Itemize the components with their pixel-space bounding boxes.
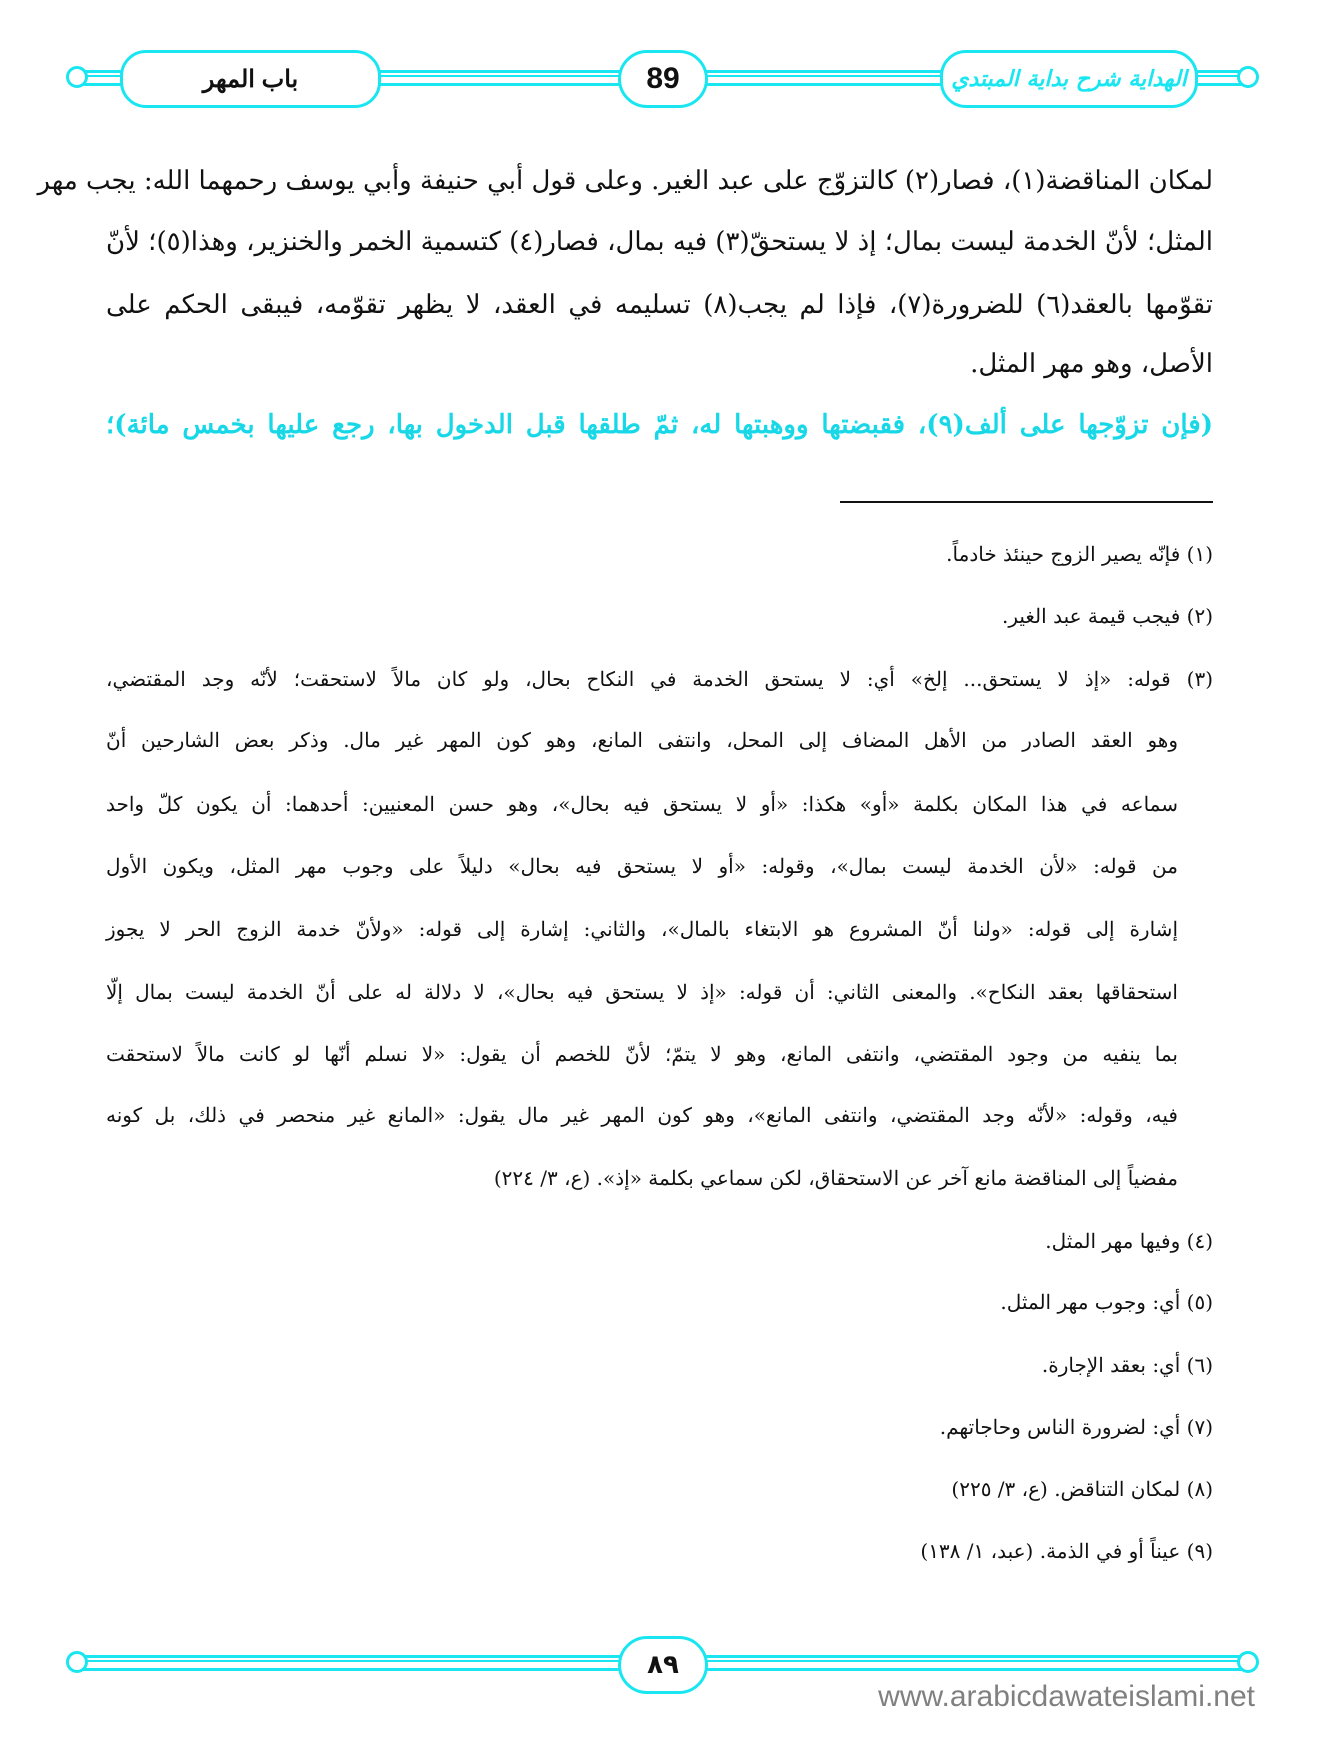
page-number-footer: ٨٩ bbox=[618, 1636, 708, 1694]
footnote-continuation: إشارة إلى قوله: «ولنا أنّ المشروع هو الابتغاء بالمال»، والثاني: إشارة إلى قوله: «ولأنّ خدمة الزوج الحر لا يجوز bbox=[106, 917, 1178, 941]
footnote-continuation: وهو العقد الصادر من الأهل المضاف إلى المحل، وانتفى المانع، وهو كون المهر غير مال. وذكر بعض الشارحين أنّ bbox=[106, 728, 1178, 752]
footnote-continuation: من قوله: «لأن الخدمة ليست بمال»، وقوله: «أو لا يستحق فيه بحال» دليلاً على وجوب مهر المثل، ويكون الأول bbox=[106, 854, 1178, 878]
footnote: (٤) وفيها مهر المثل. bbox=[1045, 1229, 1213, 1253]
footnote-continuation: فيه، وقوله: «لأنّه وجد المقتضي، وانتفى المانع»، وهو كون المهر غير مال يقول: «المانع غير منحصر في ذلك، بل كونه bbox=[106, 1103, 1178, 1127]
chapter-title: باب المهر bbox=[120, 50, 381, 108]
body-line: تقوّمها بالعقد(٦) للضرورة(٧)، فإذا لم يجب(٨) تسليمه في العقد، لا يظهر تقوّمه، فيبقى الحكم على bbox=[106, 290, 1213, 320]
body-line: المثل؛ لأنّ الخدمة ليست بمال؛ إذ لا يستحقّ(٣) فيه بمال، فصار(٤) كتسمية الخمر والخنزير، وهذا(٥)؛ لأنّ bbox=[106, 227, 1213, 257]
ornament-icon bbox=[1237, 66, 1259, 88]
book-title-logo: الهداية شرح بداية المبتدي bbox=[940, 50, 1198, 108]
body-line: الأصل، وهو مهر المثل. bbox=[970, 349, 1213, 379]
ornament-icon bbox=[66, 66, 88, 88]
footnote: (١) فإنّه يصير الزوج حينئذ خادماً. bbox=[946, 542, 1213, 566]
footnote: (٨) لمكان التناقض. (ع، ٣/ ٢٢٥) bbox=[951, 1477, 1213, 1501]
watermark-url: www.arabicdawateislami.net bbox=[878, 1680, 1255, 1713]
footnote-continuation: استحقاقها بعقد النكاح». والمعنى الثاني: أن قوله: «إذ لا يستحق فيه بحال»، لا دلالة له على أنّ الخدمة ليست بمال إلّا bbox=[106, 980, 1178, 1004]
footnote-divider bbox=[840, 501, 1213, 503]
footnote-continuation: مفضياً إلى المناقضة مانع آخر عن الاستحقاق، لكن سماعي بكلمة «إذ». (ع، ٣/ ٢٢٤) bbox=[493, 1166, 1178, 1190]
footnote: (٦) أي: بعقد الإجارة. bbox=[1041, 1353, 1213, 1377]
ornament-icon bbox=[66, 1651, 88, 1673]
matn-highlight: (فإن تزوّجها على ألف(٩)، فقبضتها ووهبتها له، ثمّ طلقها قبل الدخول بها، رجع عليها بخمس مائة)؛ bbox=[106, 410, 1214, 440]
page-number-header: 89 bbox=[618, 50, 708, 108]
footnote: (٧) أي: لضرورة الناس وحاجاتهم. bbox=[939, 1415, 1213, 1439]
footnote: (٣) قوله: «إذ لا يستحق... إلخ» أي: لا يستحق الخدمة في النكاح بحال، ولو كان مالاً لاستحقت؛ لأنّه وجد المقتضي، bbox=[106, 667, 1213, 691]
footnote: (٥) أي: وجوب مهر المثل. bbox=[1000, 1290, 1213, 1314]
footnote: (٢) فيجب قيمة عبد الغير. bbox=[1001, 604, 1213, 628]
ornament-icon bbox=[1237, 1651, 1259, 1673]
footnote: (٩) عيناً أو في الذمة. (عبد، ١/ ١٣٨) bbox=[920, 1539, 1213, 1563]
body-line: لمكان المناقضة(١)، فصار(٢) كالتزوّج على عبد الغير. وعلى قول أبي حنيفة وأبي يوسف رحمهما الله: يجب مهر bbox=[37, 166, 1213, 196]
footnote-continuation: سماعه في هذا المكان بكلمة «أو» هكذا: «أو لا يستحق فيه بحال»، وهو حسن المعنيين: أحدهما: أن يكون كلّ واحد bbox=[106, 792, 1178, 816]
footnote-continuation: بما ينفيه من وجود المقتضي، وانتفى المانع، وهو لا يتمّ؛ لأنّ للخصم أن يقول: «لا نسلم أنّها لو كانت مالاً لاستحقت bbox=[106, 1042, 1178, 1066]
